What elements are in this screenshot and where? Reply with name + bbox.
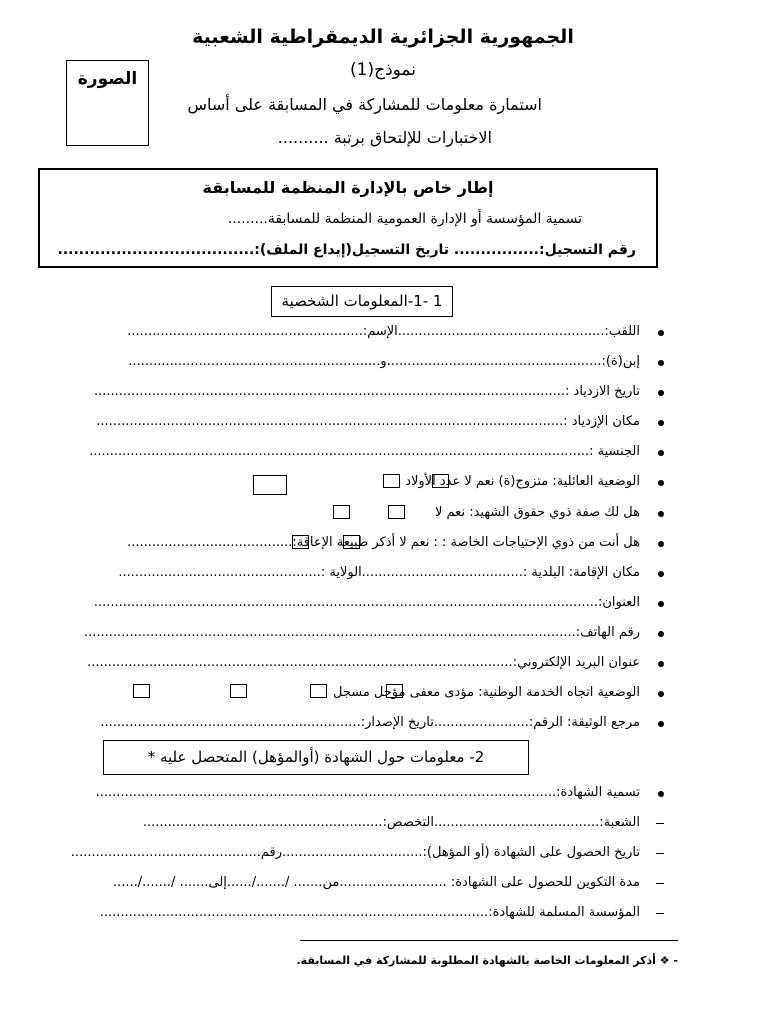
row-residence: مكان الإقامة: البلدية :.......................................الولاية :.................................................: [118, 565, 640, 580]
model-number: نموذج(1): [350, 60, 416, 80]
dash: [656, 883, 664, 884]
row-certificate-date: تاريخ الحصول على الشهادة (أو المؤهل):..................................رقم..............................................: [70, 845, 640, 860]
row-martyr-rights: هل لك صفة ذوي حقوق الشهيد: نعم لا: [434, 505, 640, 520]
row-marital-status: الوضعية العائلية: متزوج(ة) نعم لا عدد الأولاد: [405, 474, 640, 489]
row-birth-date: تاريخ الازدياد :..................................................................................................................: [93, 384, 640, 399]
photo-label: الصورة: [77, 69, 138, 89]
martyr-yes-checkbox[interactable]: [388, 505, 405, 519]
row-national-service: الوضعية اتجاه الخدمة الوطنية: مؤدى معفى مؤجل مسجل: [332, 685, 640, 700]
admin-frame-title: إطار خاص بالإدارة المنظمة للمسابقة: [202, 178, 494, 197]
republic-title: الجمهورية الجزائرية الديمقراطية الشعبية: [192, 26, 574, 48]
special-needs-yes-checkbox[interactable]: [343, 535, 360, 549]
bullet: [658, 450, 664, 456]
row-phone: رقم الهاتف:.......................................................................................................................: [83, 625, 640, 640]
row-branch-specialty: الشعبة:........................................التخصص:..........................................................: [142, 815, 640, 830]
married-yes-checkbox[interactable]: [432, 474, 449, 488]
service-performed-checkbox[interactable]: [386, 684, 403, 698]
bullet: [658, 691, 664, 697]
admin-institution: تسمية المؤسسة أو الإدارة العمومية المنظمة للمسابقة.........: [227, 211, 582, 227]
row-certificate-name: تسمية الشهادة:...............……….......................................................................................: [95, 785, 640, 800]
row-parentage: إبن(ة):....................................................و.............................................................: [128, 354, 640, 369]
bullet: [658, 631, 664, 637]
bullet: [658, 330, 664, 336]
footnote: - ❖ أذكر المعلومات الخاصة بالشهادة المطلوبة للمشاركة في المسابقة.: [296, 954, 678, 967]
row-address: العنوان:..........................................................................................................................: [93, 595, 640, 610]
section1-title: 1 -1-المعلومات الشخصية: [281, 292, 443, 310]
bullet: [658, 541, 664, 547]
bullet: [658, 791, 664, 797]
footnote-separator: [300, 940, 678, 941]
row-nationality: الجنسية :.........................................................................................................................: [89, 444, 640, 459]
form-title: استمارة معلومات للمشاركة في المسابقة على أساس: [187, 95, 542, 114]
bullet: [658, 420, 664, 426]
row-document-reference: مرجع الوثيقة: الرقم:.......................تاريخ الإصدار:...............................................................: [100, 715, 640, 730]
section1-title-box: [271, 286, 453, 317]
dash: [656, 823, 664, 824]
bullet: [658, 601, 664, 607]
bullet: [658, 721, 664, 727]
row-training-duration: مدة التكوين للحصول على الشهادة: ..........................من....... /......./......إلى....... /......./......: [112, 875, 640, 890]
service-deferred-checkbox[interactable]: [230, 684, 247, 698]
children-count-box[interactable]: [253, 475, 287, 495]
married-no-checkbox[interactable]: [383, 474, 400, 488]
bullet: [658, 511, 664, 517]
row-surname-name: اللقب:..................................................الإسم:.........................................................: [127, 324, 640, 339]
photo-box: [66, 60, 149, 146]
row-issuing-institution: المؤسسة المسلمة للشهادة:..............................................................................................: [99, 905, 640, 920]
martyr-no-checkbox[interactable]: [333, 505, 350, 519]
bullet: [658, 571, 664, 577]
form-subtitle: الاختبارات للإلتحاق برتبة ..........: [277, 128, 492, 147]
row-birth-place: مكان الإزدياد :.................................................................................................................: [96, 414, 640, 429]
bullet: [658, 360, 664, 366]
section2-title-box: [103, 740, 529, 775]
admin-frame: [38, 168, 658, 268]
admin-registration: رقم التسجيل:................ تاريخ التسجيل(إيداع الملف):.....................................: [57, 242, 636, 258]
special-needs-no-checkbox[interactable]: [292, 535, 309, 549]
dash: [656, 913, 664, 914]
row-special-needs: هل أنت من ذوي الإحتياجات الخاصة : : نعم لا أذكر طبيعة الإعاقة:........................................: [127, 535, 640, 550]
bullet: [658, 480, 664, 486]
bullet: [658, 661, 664, 667]
row-email: عنوان البريد الإلكتروني:.......................................................................................................: [87, 655, 640, 670]
service-registered-checkbox[interactable]: [133, 684, 150, 698]
bullet: [658, 390, 664, 396]
service-exempt-checkbox[interactable]: [310, 684, 327, 698]
dash: [656, 853, 664, 854]
section2-title: 2- معلومات حول الشهادة (أوالمؤهل) المتحصل عليه *: [147, 748, 485, 766]
